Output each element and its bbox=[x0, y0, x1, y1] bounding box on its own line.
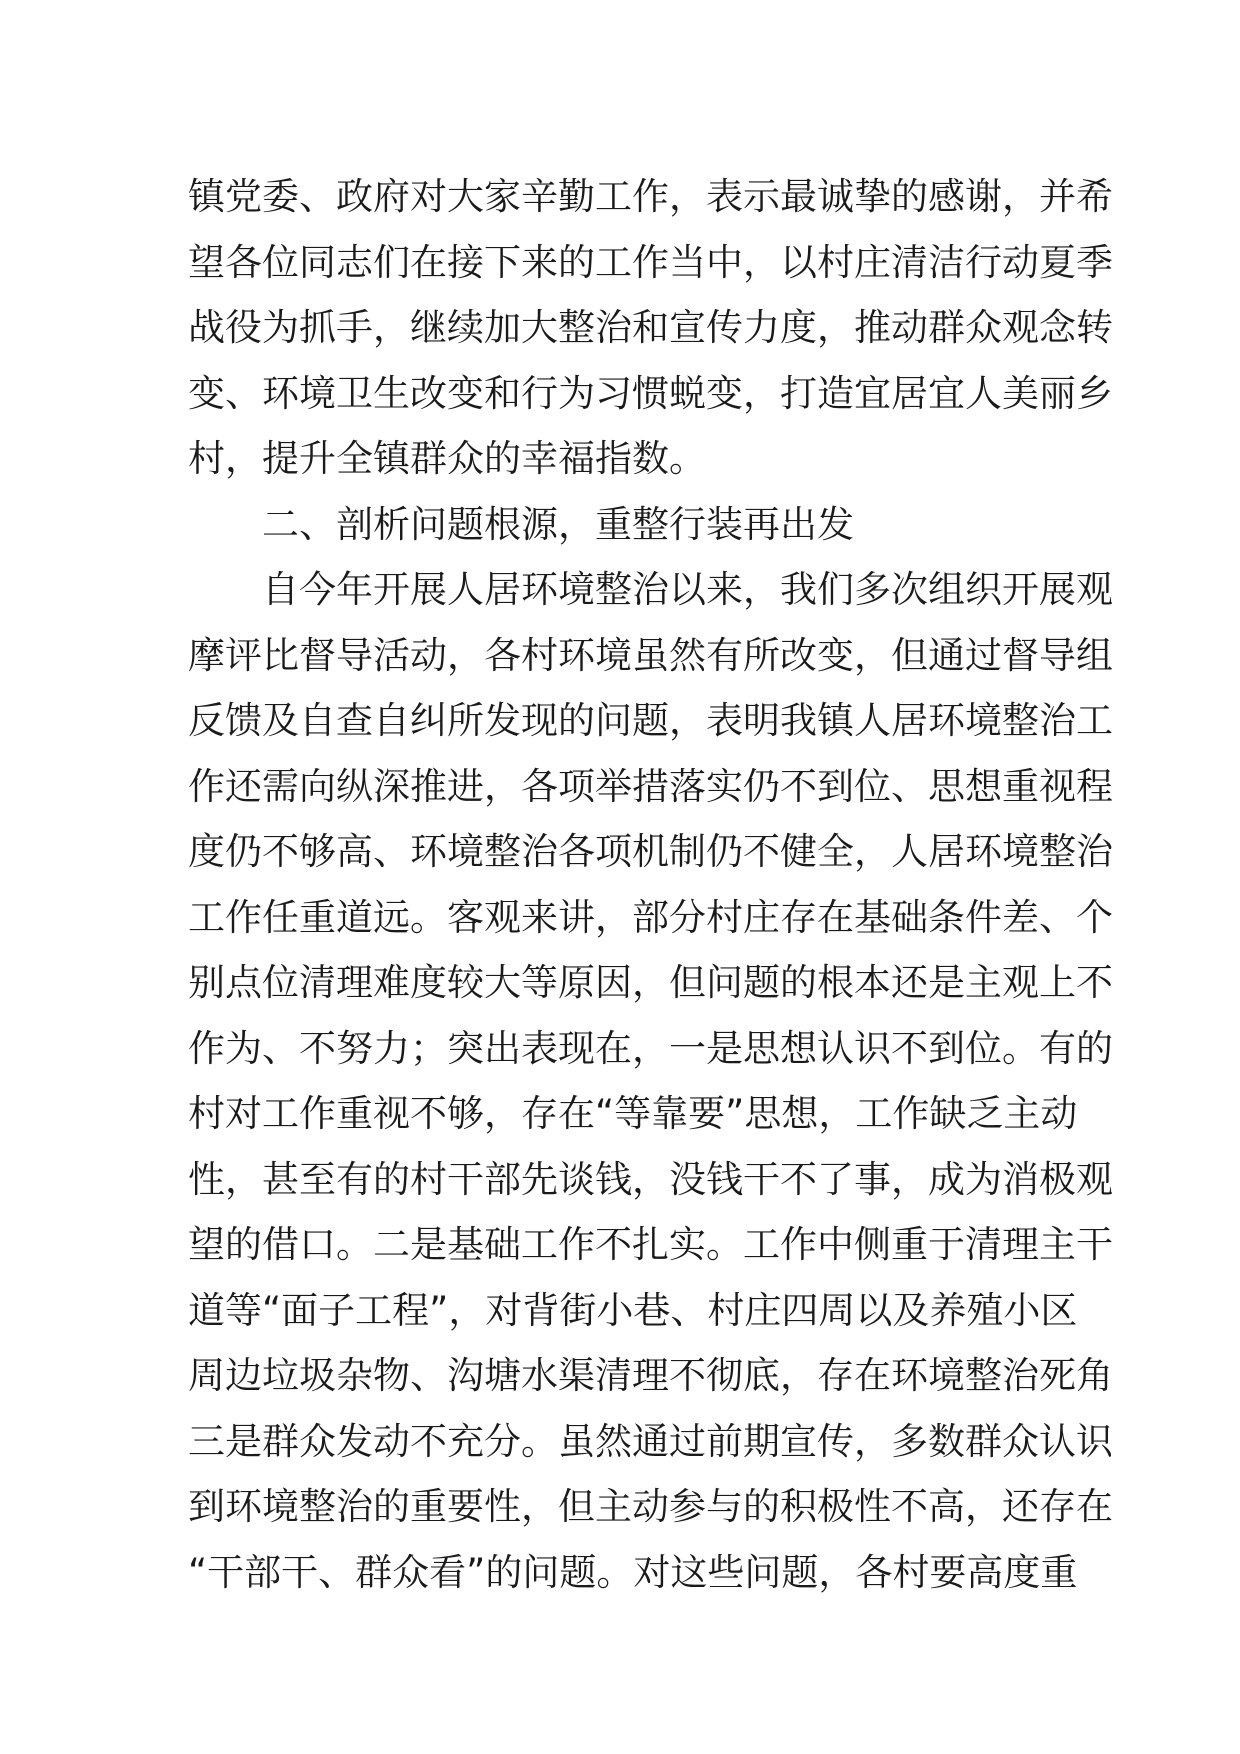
text-line: 到环境整治的重要性，但主动参与的积极性不高，还存在 bbox=[188, 1485, 1113, 1528]
text-line: 反馈及自查自纠所发现的问题，表明我镇人居环境整治工 bbox=[188, 699, 1113, 742]
text-line: 变、环境卫生改变和行为习惯蜕变，打造宜居宜人美丽乡 bbox=[188, 371, 1113, 415]
text-line: 别点位清理难度较大等原因，但问题的根本还是主观上不 bbox=[188, 961, 1113, 1004]
paragraph-2 bbox=[188, 557, 1113, 1605]
text-line: 工作任重道远。客观来讲，部分村庄存在基础条件差、个 bbox=[188, 895, 1113, 939]
text-line: 自今年开展人居环境整治以来，我们多次组织开展观 bbox=[262, 568, 1113, 611]
text-line: 村对工作重视不够，存在“等靠要”思想，工作缺乏主动 bbox=[188, 1092, 1078, 1135]
text-line: 镇党委、政府对大家辛勤工作，表示最诚挚的感谢，并希 bbox=[188, 175, 1113, 218]
text-line: “干部干、群众看”的问题。对这些问题，各村要高度重 bbox=[188, 1550, 1078, 1594]
text-line: 战役为抓手，继续加大整治和宣传力度，推动群众观念转 bbox=[188, 306, 1113, 349]
text-line: 望各位同志们在接下来的工作当中，以村庄清洁行动夏季 bbox=[188, 240, 1113, 284]
text-line: 度仍不够高、环境整治各项机制仍不健全，人居环境整治 bbox=[188, 830, 1113, 873]
text-line: 三是群众发动不充分。虽然通过前期宣传，多数群众认识 bbox=[188, 1419, 1113, 1463]
text-line: 周边垃圾杂物、沟塘水渠清理不彻底，存在环境整治死角 bbox=[188, 1354, 1113, 1397]
text-line: 摩评比督导活动，各村环境虽然有所改变，但通过督导组 bbox=[188, 633, 1113, 677]
text-line: 望的借口。二是基础工作不扎实。工作中侧重于清理主干 bbox=[188, 1223, 1113, 1266]
text-line: 村，提升全镇群众的幸福指数。 bbox=[188, 437, 706, 480]
text-line: 作为、不努力；突出表现在，一是思想认识不到位。有的 bbox=[188, 1026, 1113, 1070]
paragraph-1 bbox=[188, 164, 1113, 492]
text-line: 道等“面子工程”，对背街小巷、村庄四周以及养殖小区 bbox=[188, 1288, 1078, 1332]
document-body bbox=[188, 164, 1113, 1605]
text-line: 性，甚至有的村干部先谈钱，没钱干不了事，成为消极观 bbox=[188, 1157, 1113, 1201]
text-line: 作还需向纵深推进，各项举措落实仍不到位、思想重视程 bbox=[188, 764, 1113, 808]
section-heading: 二、剖析问题根源，重整行装再出发 bbox=[262, 502, 854, 546]
